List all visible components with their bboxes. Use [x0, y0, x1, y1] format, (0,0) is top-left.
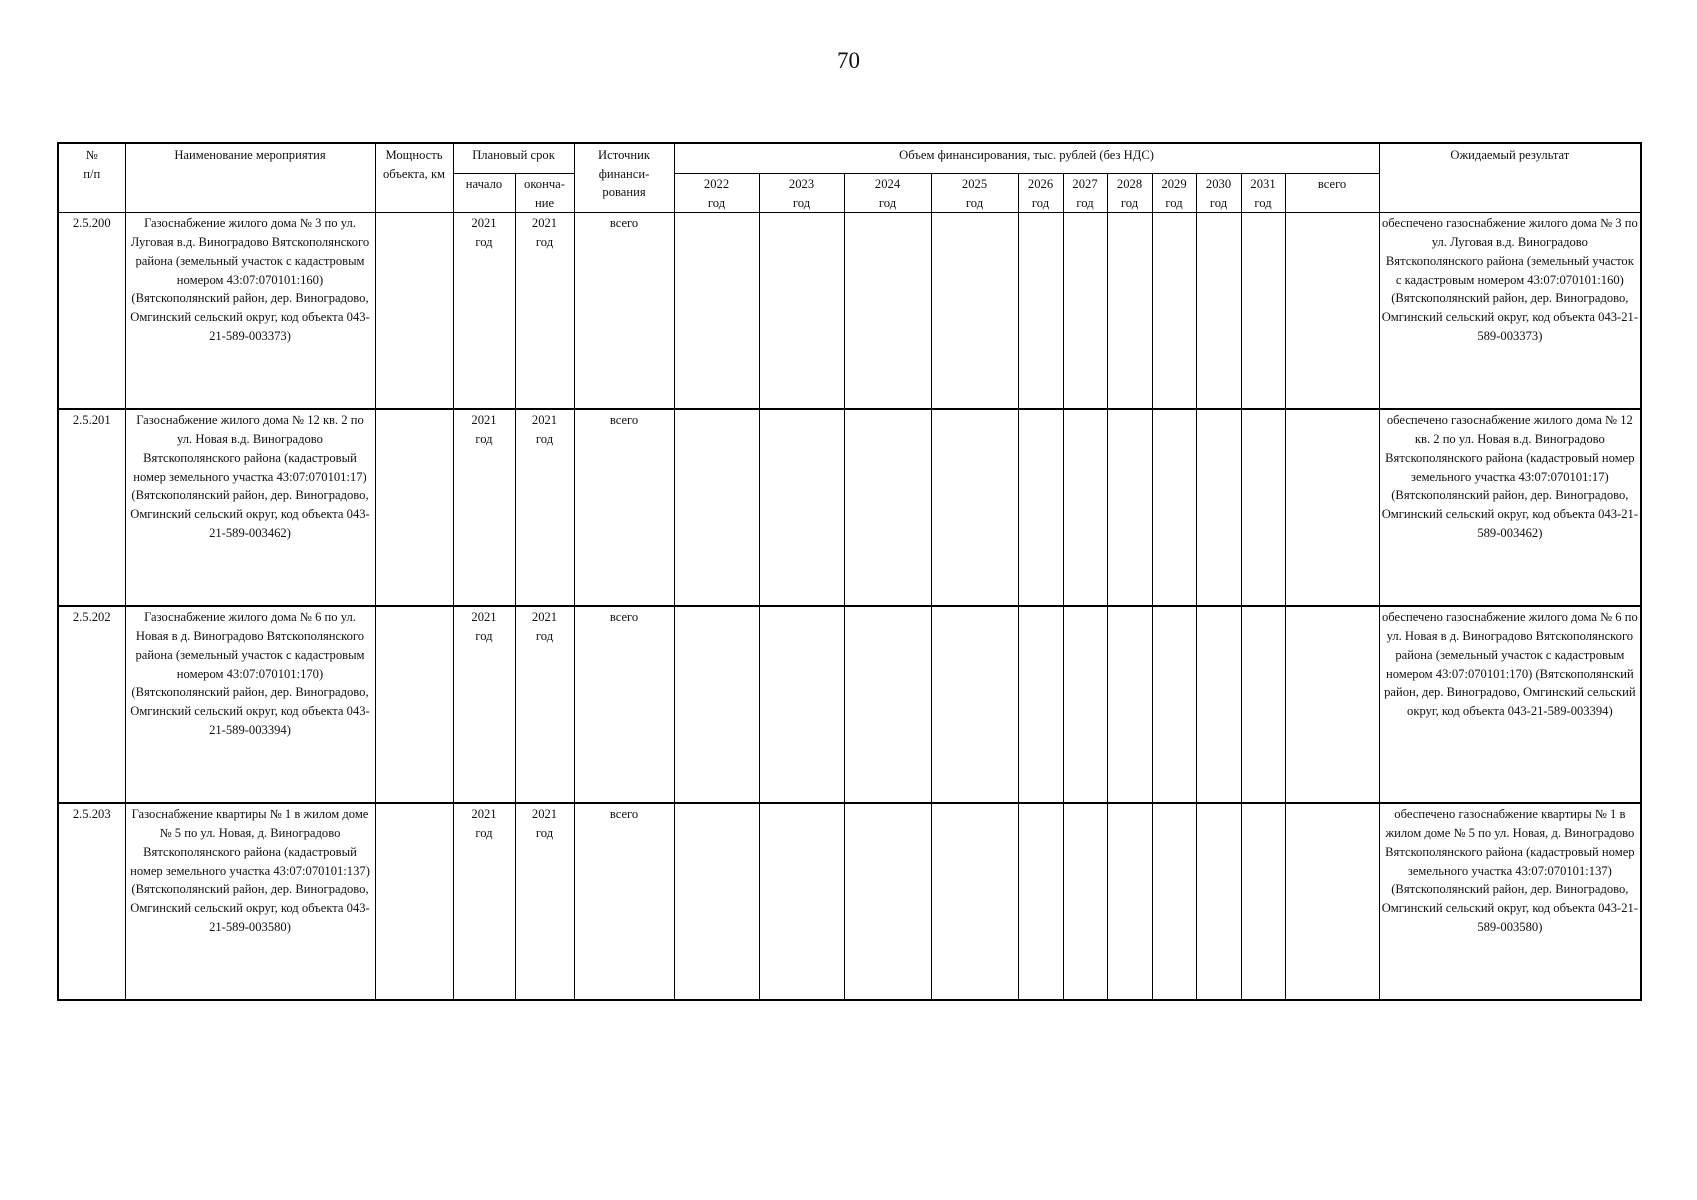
row-start: 2021 год [453, 409, 515, 606]
row-source: всего [574, 606, 674, 803]
header-funding: Объем финансирования, тыс. рублей (без НДС) [674, 143, 1379, 174]
row-source: всего [574, 409, 674, 606]
table-row [58, 213, 1641, 410]
row-amount-2028 [1107, 409, 1152, 606]
row-capacity [375, 409, 453, 606]
row-amount-2024 [844, 409, 931, 606]
row-amount-2023 [759, 409, 844, 606]
row-amount-2031 [1241, 409, 1285, 606]
row-amount-2025 [931, 409, 1018, 606]
header-capacity: Мощность объекта, км [375, 143, 453, 213]
row-end: 2021 год [515, 606, 574, 803]
row-amount-2022 [674, 606, 759, 803]
header-start: начало [453, 174, 515, 213]
row-source: всего [574, 803, 674, 1000]
row-amount-total [1285, 803, 1379, 1000]
row-name: Газоснабжение квартиры № 1 в жилом доме № 5 по ул. Новая, д. Виноградово Вятскополянского района (кадастровый номер земельного участка 43:07:070101:137) (Вятскополянский район, дер. Виноградово, Омгинский сельский округ, код объекта 043-21-589-003580) [125, 803, 375, 1000]
row-amount-2026 [1018, 803, 1063, 1000]
row-amount-2024 [844, 213, 931, 410]
row-start: 2021 год [453, 803, 515, 1000]
row-amount-2027 [1063, 213, 1107, 410]
row-source: всего [574, 213, 674, 410]
row-number: 2.5.202 [58, 606, 125, 803]
row-amount-2030 [1196, 606, 1241, 803]
row-number: 2.5.203 [58, 803, 125, 1000]
header-num: № п/п [58, 143, 125, 213]
header-year-2030: 2030 год [1196, 174, 1241, 213]
row-amount-2028 [1107, 803, 1152, 1000]
row-amount-2029 [1152, 803, 1196, 1000]
row-amount-2026 [1018, 213, 1063, 410]
header-year-2027: 2027 год [1063, 174, 1107, 213]
row-start: 2021 год [453, 606, 515, 803]
row-amount-2027 [1063, 606, 1107, 803]
row-name: Газоснабжение жилого дома № 6 по ул. Новая в д. Виноградово Вятскополянского района (земельный участок с кадастровым номером 43:07:070101:170) (Вятскополянский район, дер. Виноградово, Омгинский сельский округ, код объекта 043-21-589-003394) [125, 606, 375, 803]
row-amount-2029 [1152, 409, 1196, 606]
page-number: 70 [837, 48, 860, 73]
header-source: Источник финанси- рования [574, 143, 674, 213]
header-year-2025: 2025 год [931, 174, 1018, 213]
row-amount-2025 [931, 803, 1018, 1000]
header-year-2026: 2026 год [1018, 174, 1063, 213]
row-number: 2.5.201 [58, 409, 125, 606]
row-name: Газоснабжение жилого дома № 3 по ул. Луговая в.д. Виноградово Вятскополянского района (земельный участок с кадастровым номером 43:07:070101:160) (Вятскополянский район, дер. Виноградово, Омгинский сельский округ, код объекта 043-21-589-003373) [125, 213, 375, 410]
row-amount-total [1285, 213, 1379, 410]
row-capacity [375, 213, 453, 410]
row-amount-2030 [1196, 213, 1241, 410]
row-end: 2021 год [515, 803, 574, 1000]
row-amount-total [1285, 409, 1379, 606]
row-amount-2024 [844, 803, 931, 1000]
row-amount-2022 [674, 409, 759, 606]
header-year-2023: 2023 год [759, 174, 844, 213]
header-year-2024: 2024 год [844, 174, 931, 213]
table-row [58, 409, 1641, 606]
row-result: обеспечено газоснабжение жилого дома № 12 кв. 2 по ул. Новая в.д. Виноградово Вятскополянского района (кадастровый номер земельного участка 43:07:070101:17) (Вятскополянский район, дер. Виноградово, Омгинский сельский округ, код объекта 043-21-589-003462) [1379, 409, 1641, 606]
row-amount-2026 [1018, 606, 1063, 803]
row-amount-2031 [1241, 803, 1285, 1000]
row-amount-2030 [1196, 803, 1241, 1000]
row-amount-2029 [1152, 213, 1196, 410]
header-year-2029: 2029 год [1152, 174, 1196, 213]
row-amount-2023 [759, 213, 844, 410]
row-end: 2021 год [515, 213, 574, 410]
row-number: 2.5.200 [58, 213, 125, 410]
row-end: 2021 год [515, 409, 574, 606]
row-amount-2027 [1063, 409, 1107, 606]
header-end: оконча- ние [515, 174, 574, 213]
row-result: обеспечено газоснабжение квартиры № 1 в жилом доме № 5 по ул. Новая, д. Виноградово Вятскополянского района (кадастровый номер земельного участка 43:07:070101:137) (Вятскополянский район, дер. Виноградово, Омгинский сельский округ, код объекта 043-21-589-003580) [1379, 803, 1641, 1000]
row-start: 2021 год [453, 213, 515, 410]
header-result: Ожидаемый результат [1379, 143, 1641, 213]
financing-plan-table [57, 142, 1642, 1001]
row-amount-2024 [844, 606, 931, 803]
header-year-2028: 2028 год [1107, 174, 1152, 213]
row-amount-2023 [759, 803, 844, 1000]
row-amount-2023 [759, 606, 844, 803]
row-amount-2029 [1152, 606, 1196, 803]
row-amount-2022 [674, 213, 759, 410]
row-name: Газоснабжение жилого дома № 12 кв. 2 по ул. Новая в.д. Виноградово Вятскополянского района (кадастровый номер земельного участка 43:07:070101:17) (Вятскополянский район, дер. Виноградово, Омгинский сельский округ, код объекта 043-21-589-003462) [125, 409, 375, 606]
row-amount-2025 [931, 606, 1018, 803]
row-amount-2028 [1107, 606, 1152, 803]
row-amount-2026 [1018, 409, 1063, 606]
header-year-2022: 2022 год [674, 174, 759, 213]
table-row [58, 606, 1641, 803]
row-amount-2030 [1196, 409, 1241, 606]
row-amount-2031 [1241, 213, 1285, 410]
row-amount-2025 [931, 213, 1018, 410]
header-name: Наименование мероприятия [125, 143, 375, 213]
row-result: обеспечено газоснабжение жилого дома № 6 по ул. Новая в д. Виноградово Вятскополянского района (земельный участок с кадастровым номером 43:07:070101:170) (Вятскополянский район, дер. Виноградово, Омгинский сельский округ, код объекта 043-21-589-003394) [1379, 606, 1641, 803]
row-amount-2028 [1107, 213, 1152, 410]
header-total: всего [1285, 174, 1379, 213]
header-row [58, 143, 1641, 174]
table-row [58, 803, 1641, 1000]
row-capacity [375, 606, 453, 803]
row-amount-2022 [674, 803, 759, 1000]
row-amount-2027 [1063, 803, 1107, 1000]
row-capacity [375, 803, 453, 1000]
row-result: обеспечено газоснабжение жилого дома № 3 по ул. Луговая в.д. Виноградово Вятскополянского района (земельный участок с кадастровым номером 43:07:070101:160) (Вятскополянский район, дер. Виноградово, Омгинский сельский округ, код объекта 043-21-589-003373) [1379, 213, 1641, 410]
row-amount-2031 [1241, 606, 1285, 803]
row-amount-total [1285, 606, 1379, 803]
header-plan-term: Плановый срок [453, 143, 574, 174]
header-year-2031: 2031 год [1241, 174, 1285, 213]
